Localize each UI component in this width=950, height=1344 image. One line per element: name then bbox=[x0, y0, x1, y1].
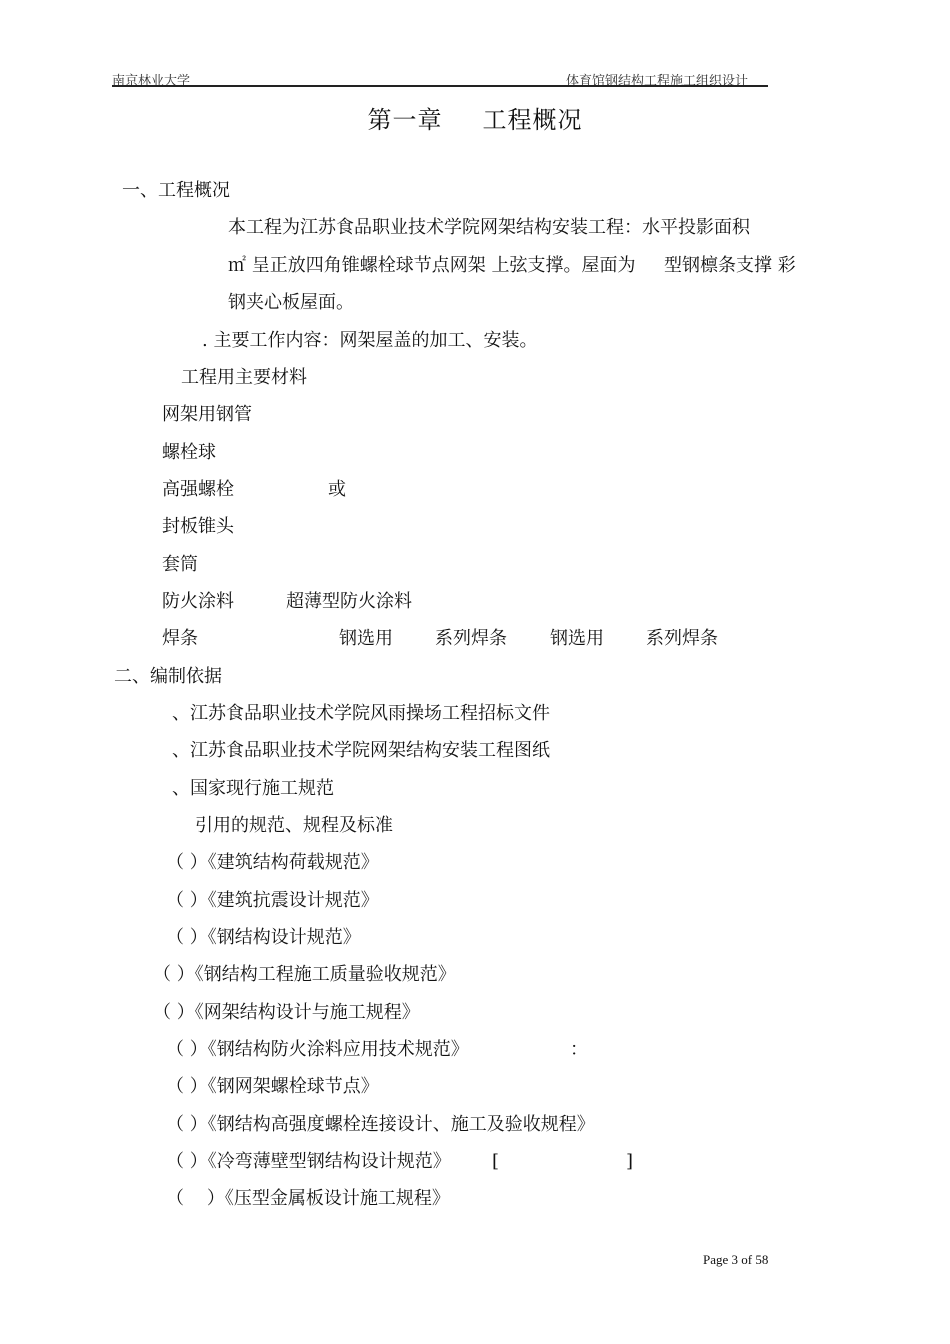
section2-heading: 二、编制依据 bbox=[114, 666, 222, 687]
electrode-series-2: 系列焊条 bbox=[646, 628, 718, 649]
basis-item-3: 、国家现行施工规范 bbox=[172, 778, 334, 799]
materials-heading: 工程用主要材料 bbox=[181, 367, 307, 388]
material-fireproof-coating: 防火涂料 bbox=[162, 591, 234, 612]
standard-item: （ ）《建筑抗震设计规范》 bbox=[166, 890, 379, 911]
standard-item: （ ）《建筑结构荷载规范》 bbox=[166, 852, 379, 873]
basis-item-2: 、江苏食品职业技术学院网架结构安装工程图纸 bbox=[172, 740, 550, 761]
standard-item: （ ）《钢结构设计规范》 bbox=[166, 927, 361, 948]
standards-heading: 引用的规范、规程及标准 bbox=[195, 815, 393, 836]
standard-bracket-close: ] bbox=[626, 1151, 634, 1172]
standard-item: （ ）《冷弯薄壁型钢结构设计规范》 bbox=[166, 1151, 451, 1172]
overview-paragraph-line-1: 本工程为江苏食品职业技术学院网架结构安装工程：水平投影面积 bbox=[228, 217, 750, 238]
header-school-name: 南京林业大学 bbox=[112, 73, 191, 88]
material-high-strength-bolt: 高强螺栓 bbox=[162, 479, 234, 500]
electrode-steel-use-1: 钢选用 bbox=[339, 628, 393, 649]
material-steel-pipe: 网架用钢管 bbox=[162, 404, 252, 425]
section1-heading: 一、工程概况 bbox=[122, 180, 230, 201]
chapter-number: 第一章 bbox=[367, 106, 443, 134]
material-high-strength-bolt-or: 或 bbox=[328, 479, 346, 500]
page-number: Page 3 of 58 bbox=[703, 1252, 769, 1267]
electrode-steel-use-2: 钢选用 bbox=[550, 628, 604, 649]
material-fireproof-coating-type: 超薄型防火涂料 bbox=[286, 591, 412, 612]
overview-paragraph-line-3: 钢夹心板屋面。 bbox=[228, 292, 354, 313]
standard-colon-mark: ： bbox=[570, 1039, 588, 1060]
standard-item: （ ）《钢结构防火涂料应用技术规范》 bbox=[166, 1039, 469, 1060]
chapter-title bbox=[0, 100, 950, 135]
header-document-title: 体育馆钢结构工程施工组织设计 bbox=[566, 73, 749, 88]
electrode-series-1: 系列焊条 bbox=[435, 628, 507, 649]
basis-item-1: 、江苏食品职业技术学院风雨操场工程招标文件 bbox=[172, 703, 550, 724]
main-work-content: . 主要工作内容：网架屋盖的加工、安装。 bbox=[202, 330, 538, 351]
header-rule bbox=[112, 85, 768, 87]
chapter-name: 工程概况 bbox=[482, 106, 583, 134]
material-sleeve: 套筒 bbox=[162, 554, 198, 575]
standard-bracket-open: [ bbox=[492, 1151, 500, 1172]
standard-item: （ ）《钢结构高强度螺栓连接设计、施工及验收规程》 bbox=[166, 1114, 595, 1135]
material-cone-head: 封板锥头 bbox=[162, 516, 234, 537]
standard-item: （ ）《钢网架螺栓球节点》 bbox=[166, 1076, 379, 1097]
overview-paragraph-line-2: ㎡ 呈正放四角锥螺栓球节点网架 上弦支撑。屋面为 型钢檩条支撑 彩 bbox=[228, 255, 796, 276]
material-bolt-ball: 螺栓球 bbox=[162, 442, 216, 463]
material-electrode: 焊条 bbox=[162, 628, 198, 649]
standard-item: （ ）《压型金属板设计施工规程》 bbox=[166, 1188, 450, 1209]
standard-item: （ ）《钢结构工程施工质量验收规范》 bbox=[153, 964, 456, 985]
standard-item: （ ）《网架结构设计与施工规程》 bbox=[153, 1002, 420, 1023]
